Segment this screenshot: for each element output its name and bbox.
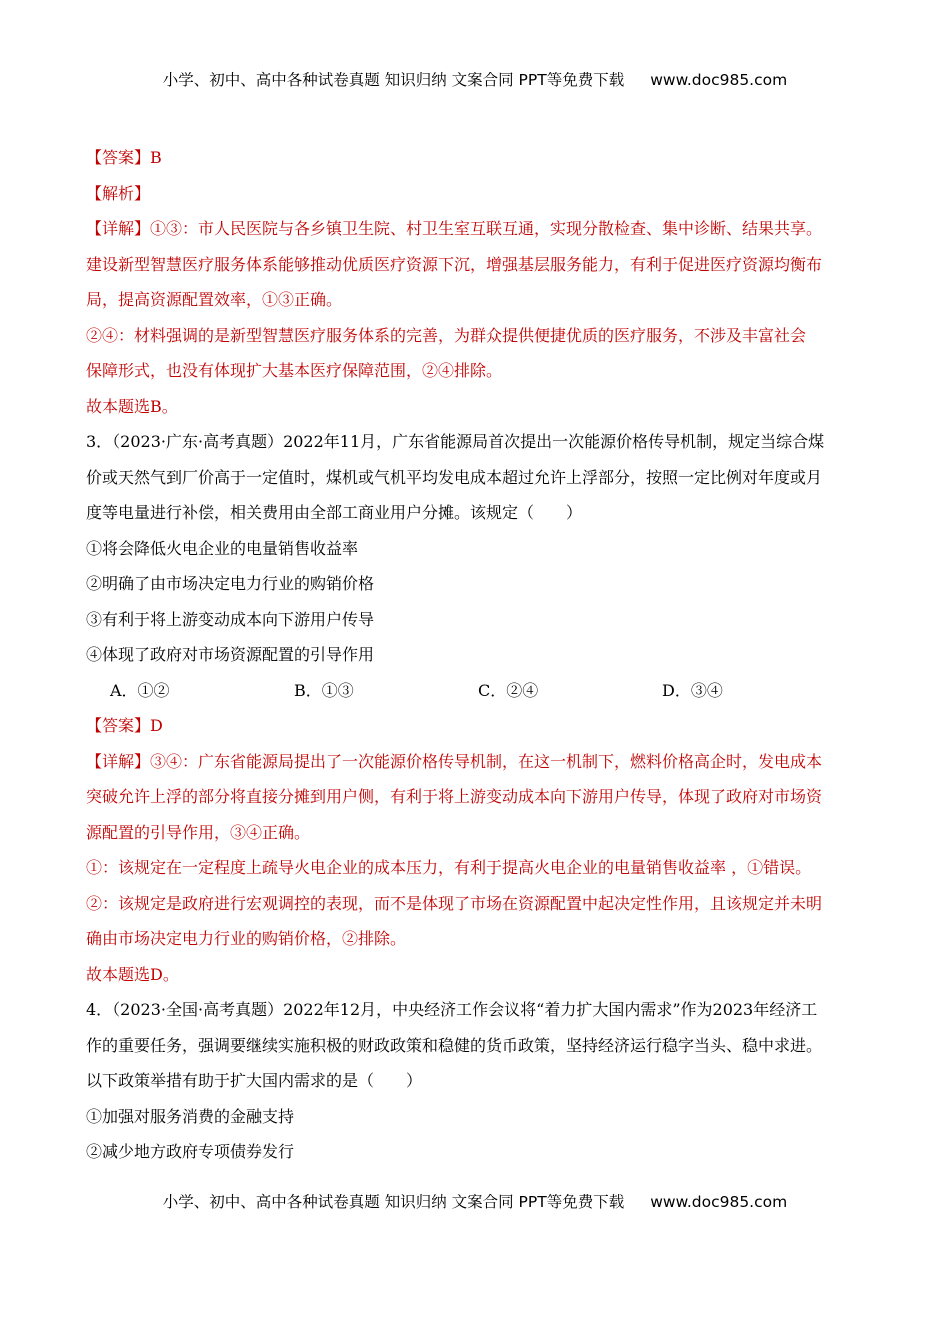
q4-item: ①加强对服务消费的金融支持 (86, 1106, 295, 1126)
header-text: 小学、初中、高中各种试卷真题 知识归纳 文案合同 PPT等免费下载 (162, 71, 625, 89)
q2-conclusion: 故本题选B。 (86, 396, 178, 416)
q4-stem-line: 作的重要任务，强调要继续实施积极的财政政策和稳健的货币政策，坚持经济运行稳字当头、稳中求进。 (86, 1035, 823, 1055)
q3-detail-line: ①：该规定在一定程度上疏导火电企业的成本压力，有利于提高火电企业的电量销售收益率 ，①错误。 (86, 858, 812, 877)
footer-url[interactable]: www.doc985.com (650, 1193, 788, 1211)
q3-option-d[interactable]: D．③④ (662, 680, 723, 700)
q3-item: ①将会降低火电企业的电量销售收益率 (86, 538, 359, 558)
q3-detail-line: 确由市场决定电力行业的购销价格，②排除。 (86, 929, 407, 948)
document-body (86, 140, 866, 1170)
q3-stem-line: 3．（2023·广东·高考真题）2022年11月，广东省能源局首次提出一次能源价格传导机制，规定当综合煤 (86, 432, 825, 451)
q3-detail-line: 【详解】③④：广东省能源局提出了一次能源价格传导机制，在这一机制下，燃料价格高企时，发电成本 (86, 751, 823, 771)
header-url[interactable]: www.doc985.com (650, 71, 788, 89)
q3-stem-line: 度等电量进行补偿，相关费用由全部工商业用户分摊。该规定（ ） (86, 503, 583, 522)
q4-item: ②减少地方政府专项债券发行 (86, 1142, 295, 1161)
q3-conclusion: 故本题选D。 (86, 964, 179, 984)
q2-detail-line: 保障形式，也没有体现扩大基本医疗保障范围，②④排除。 (86, 361, 503, 380)
q3-answer: 【答案】D (86, 716, 163, 735)
q3-item: ④体现了政府对市场资源配置的引导作用 (86, 645, 375, 664)
footer-text: 小学、初中、高中各种试卷真题 知识归纳 文案合同 PPT等免费下载 (162, 1193, 625, 1211)
page-header (0, 68, 950, 90)
page-footer (0, 1190, 950, 1212)
q3-option-b[interactable]: B．①③ (294, 680, 354, 700)
q4-stem-line: 以下政策举措有助于扩大国内需求的是（ ） (86, 1071, 423, 1090)
q3-option-c[interactable]: C．②④ (478, 680, 539, 700)
q3-detail-line: 源配置的引导作用，③④正确。 (86, 822, 311, 842)
q2-detail-line: 【详解】①③：市人民医院与各乡镇卫生院、村卫生室互联互通，实现分散检查、集中诊断、结果共享。 (86, 219, 823, 238)
q2-detail-line: 建设新型智慧医疗服务体系能够推动优质医疗资源下沉，增强基层服务能力，有利于促进医疗资源均衡布 (86, 254, 823, 274)
q3-stem-line: 价或天然气到厂价高于一定值时，煤机或气机平均发电成本超过允许上浮部分，按照一定比例对年度或月 (86, 467, 823, 487)
q3-detail-line: 突破允许上浮的部分将直接分摊到用户侧，有利于将上游变动成本向下游用户传导，体现了政府对市场资 (86, 787, 823, 806)
q3-detail-line: ②：该规定是政府进行宏观调控的表现，而不是体现了市场在资源配置中起决定性作用，且该规定并未明 (86, 893, 823, 913)
q2-detail-line: 局，提高资源配置效率，①③正确。 (86, 290, 343, 309)
q2-detail-line: ②④：材料强调的是新型智慧医疗服务体系的完善，为群众提供便捷优质的医疗服务，不涉及丰富社会 (86, 325, 807, 345)
q2-analysis-label: 【解析】 (86, 183, 151, 203)
q4-stem-line: 4．（2023·全国·高考真题）2022年12月，中央经济工作会议将“着力扩大国内需求”作为2023年经济工 (86, 1000, 818, 1019)
q3-option-a[interactable]: A．①② (110, 680, 170, 700)
q2-answer: 【答案】B (86, 148, 162, 167)
q3-options (86, 673, 866, 709)
q3-item: ②明确了由市场决定电力行业的购销价格 (86, 574, 375, 593)
q3-item: ③有利于将上游变动成本向下游用户传导 (86, 609, 375, 629)
